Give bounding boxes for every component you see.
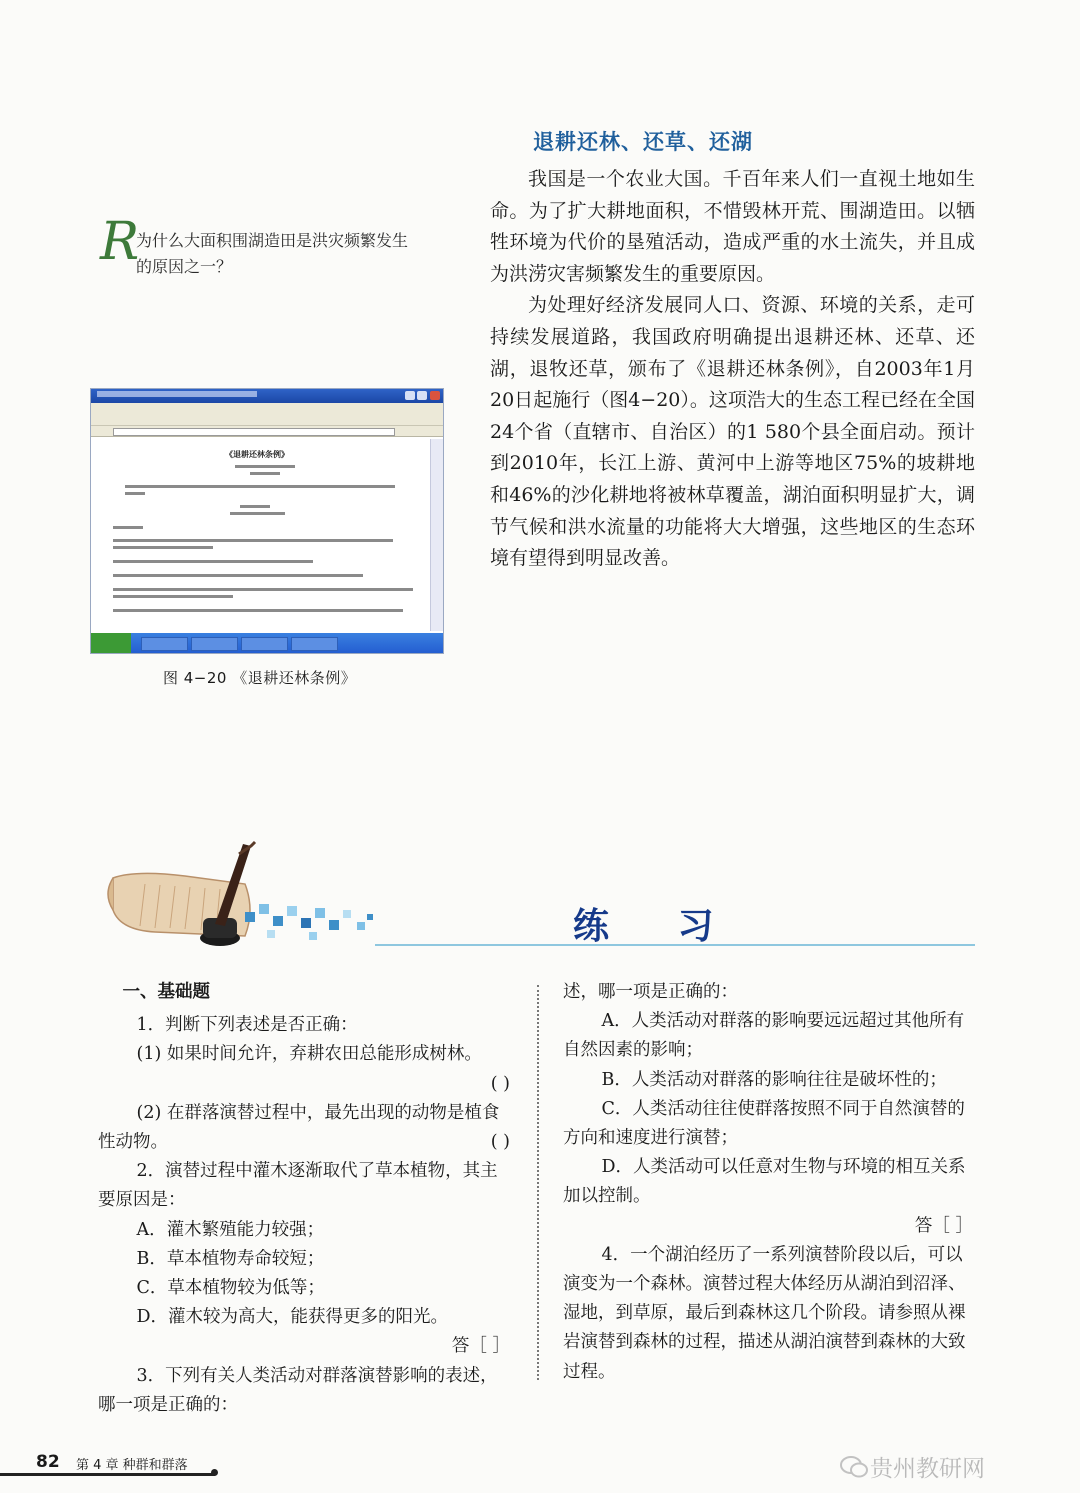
scrollbar: [430, 439, 443, 631]
taskbar: [91, 633, 443, 653]
exercise-right-column: [563, 978, 973, 1387]
window-titlebar: [91, 389, 443, 403]
body-paragraph-2: 为处理好经济发展同人口、资源、环境的关系，走可持续发展道路，我国政府明确提出退耕还林、还草、还湖，退牧还草，颁布了《退耕还林条例》，自2003年1月20日起施行（图4−20）。这项浩大的生态工程已经在全国24个省（直辖市、自治区）的1 580个县全面启动。预计到2010年，长江上游、黄河中上游等地区75%的坡耕地和46%的沙化耕地将被林草覆盖，湖泊面积明显扩大，调节气候和洪水流量的功能将大大增强，这些地区的生态环境有望得到明显改善。: [490, 294, 975, 570]
section-title: 退耕还林、还草、还湖: [533, 130, 753, 154]
question-3-option-d: D．人类活动可以任意对生物与环境的相互关系加以控制。: [563, 1157, 966, 1207]
question-1: 1．判断下列表述是否正确：: [136, 1015, 358, 1036]
think-initial-icon: R: [100, 212, 140, 272]
doc-title: 《退耕还林条例》: [225, 450, 289, 459]
chapter-label: 第 4 章 种群和群落: [76, 1458, 188, 1473]
toolbar: [91, 413, 443, 426]
question-3-option-a: A．人类活动对群落的影响要远远超过其他所有自然因素的影响；: [563, 1011, 965, 1061]
menu-bar: [91, 403, 443, 413]
footer-rule: [0, 1473, 215, 1476]
question-2-option-c: C．草本植物较为低等；: [136, 1278, 325, 1299]
start-button: [91, 633, 131, 653]
exercise-left-column: [98, 978, 510, 1415]
watermark: 贵州教研网: [870, 1456, 985, 1482]
scroll-pen-icon: [95, 840, 385, 950]
question-1-1: (1) 如果时间允许，弃耕农田总能形成树林。: [136, 1044, 482, 1065]
exercise-banner: [95, 840, 975, 950]
footer-dot: [211, 1469, 218, 1476]
question-2-option-a: A．灌木繁殖能力较强；: [136, 1219, 325, 1240]
question-2-answer: 答［ ］: [451, 1336, 510, 1357]
question-1-2: [98, 1099, 510, 1157]
body-paragraph-1: 我国是一个农业大国。千百年来人们一直视土地如生命。为了扩大耕地面积，不惜毁林开荒、围湖造田。以牺牲环境为代价的垦殖活动，造成严重的水土流失，并且成为洪涝灾害频繁发生的重要原因。: [490, 168, 975, 285]
question-2-option-d: D．灌木较为高大，能获得更多的阳光。: [136, 1307, 449, 1328]
page-number: 82: [36, 1452, 60, 1472]
column-divider: [537, 985, 539, 1380]
question-3: 3．下列有关人类活动对群落演替影响的表述，哪一项是正确的：: [98, 1365, 498, 1415]
section-body: [490, 164, 975, 575]
question-4: 4．一个湖泊经历了一系列演替阶段以后，可以演变为一个森林。演替过程大体经历从湖泊到沼泽、湿地，到草原，最后到森林这几个阶段。请参照从裸岩演替到森林的过程，描述从湖泊演替到森林的大致过程。: [563, 1244, 966, 1382]
document-content: [95, 439, 425, 631]
question-1-2-text: (2) 在群落演替过程中，最先出现的动物是植食性动物。: [98, 1102, 500, 1153]
question-3-continued: 述，哪一项是正确的：: [563, 982, 738, 1002]
think-question-text: 为什么大面积围湖造田是洪灾频繁发生的原因之一？: [136, 231, 409, 276]
question-3-answer: 答［ ］: [914, 1215, 973, 1236]
close-icon: [430, 391, 440, 400]
address-bar: [91, 426, 443, 437]
question-2: 2．演替过程中灌木逐渐取代了草本植物，其主要原因是：: [98, 1161, 498, 1211]
think-question: [100, 212, 409, 292]
question-1-2-blank: ( ): [490, 1132, 510, 1153]
question-2-option-b: B．草本植物寿命较短；: [136, 1248, 325, 1269]
figure-screenshot: [90, 388, 444, 654]
question-1-1-blank: ( ): [490, 1073, 510, 1094]
wechat-icon: [840, 1455, 868, 1479]
exercise-title: 练 习: [573, 905, 742, 947]
figure-caption: 图 4−20 《退耕还林条例》: [163, 669, 357, 687]
question-3-option-c: C．人类活动往往使群落按照不同于自然演替的方向和速度进行演替；: [563, 1098, 965, 1149]
exercise-heading: 一、基础题: [122, 982, 210, 1002]
question-3-option-b: B．人类活动对群落的影响往往是破坏性的；: [601, 1069, 947, 1090]
